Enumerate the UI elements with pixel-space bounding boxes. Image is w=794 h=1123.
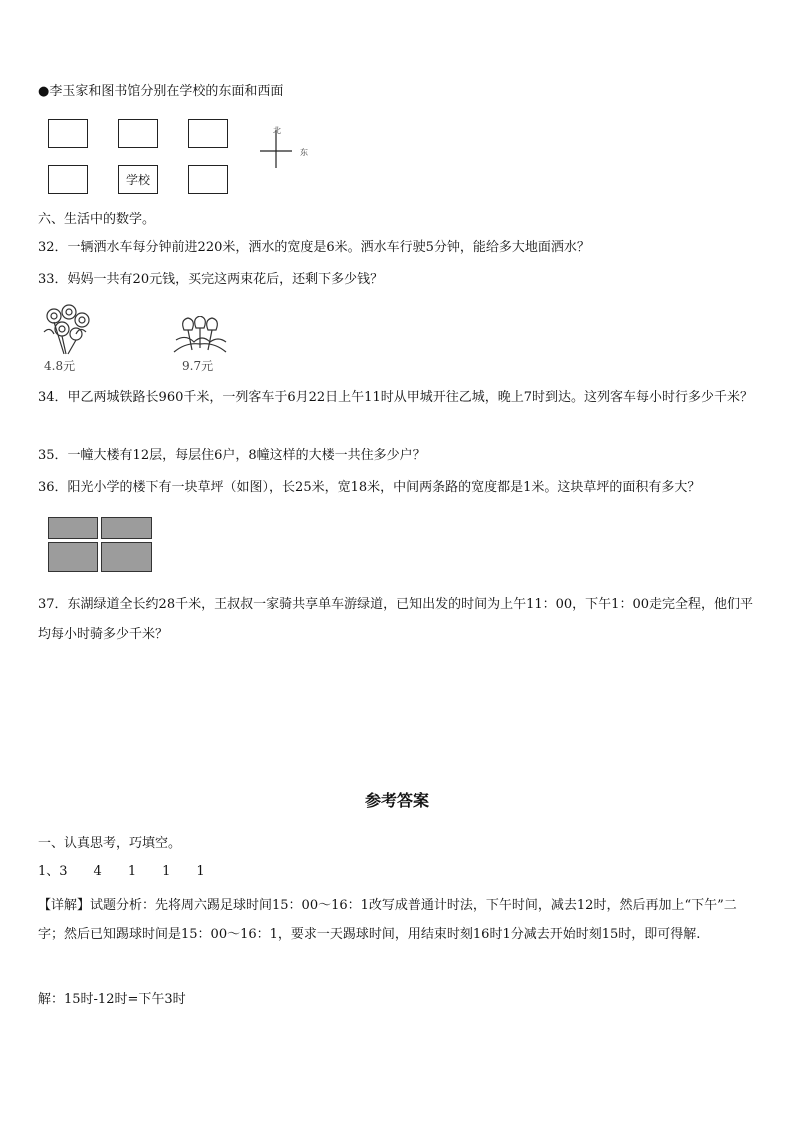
answers-section-heading: 一、认真思考，巧填空。: [38, 836, 182, 851]
question-36: 36．阳光小学的楼下有一块草坪（如图），长25米，宽18米，中间两条路的宽度都是1米。这块草坪的面积有多大？: [38, 480, 701, 495]
rose-bouquet-icon: [36, 302, 96, 362]
answer-detail: 【详解】试题分析：先将周六踢足球时间15：00～16：1改写成普通计时法，下午时间，减去12时，然后再加上“下午”二字；然后已知踢球时间是15：00～16：1，要求一天踢球时间，用结束时刻16时1分减去开始时刻15时，即可得解.: [38, 898, 737, 942]
question-35: 35．一幢大楼有12层，每层住6户，8幢这样的大楼一共住多少户？: [38, 448, 426, 463]
tulip-bouquet-icon: [172, 316, 230, 356]
tulip-price: 9.7元: [182, 359, 214, 373]
school-label: 学校: [125, 173, 150, 187]
lawn-section: [101, 517, 152, 539]
lawn-figure: [48, 517, 152, 572]
map-cell: [188, 119, 228, 148]
map-cell: [118, 119, 158, 148]
east-label: 东: [300, 148, 308, 157]
section-heading: 六、生活中的数学。: [38, 212, 156, 227]
lawn-section: [48, 517, 98, 539]
question-34: 34．甲乙两城铁路长960千米，一列客车于6月22日上午11时从甲城开往乙城，晚上7时到达。这列客车每小时行多少千米？: [38, 390, 753, 405]
map-cell: [48, 165, 88, 194]
map-cell: [48, 119, 88, 148]
question-32: 32．一辆洒水车每分钟前进220米，洒水的宽度是6米。洒水车行驶5分钟，能给多大地面洒水？: [38, 240, 590, 255]
answer-row: 1、3 4 1 1 1: [38, 864, 205, 879]
compass-icon: [256, 124, 316, 174]
answer-solution: 解：15时-12时=下午3时: [38, 992, 186, 1007]
lawn-section: [101, 542, 152, 572]
question-37: 37．东湖绿道全长约28千米，王叔叔一家骑共享单车游绿道，已知出发的时间为上午11：00，下午1：00走完全程，他们平均每小时骑多少千米？: [38, 597, 753, 642]
rose-price: 4.8元: [44, 359, 76, 373]
answers-title: 参考答案: [364, 791, 429, 810]
north-label: 北: [273, 126, 281, 135]
question-33: 33．妈妈一共有20元钱，买完这两束花后，还剩下多少钱？: [38, 272, 384, 287]
lawn-section: [48, 542, 98, 572]
map-cell: [188, 165, 228, 194]
map-caption: ●李玉家和图书馆分别在学校的东面和西面: [38, 84, 284, 99]
school-cell: [118, 165, 158, 194]
